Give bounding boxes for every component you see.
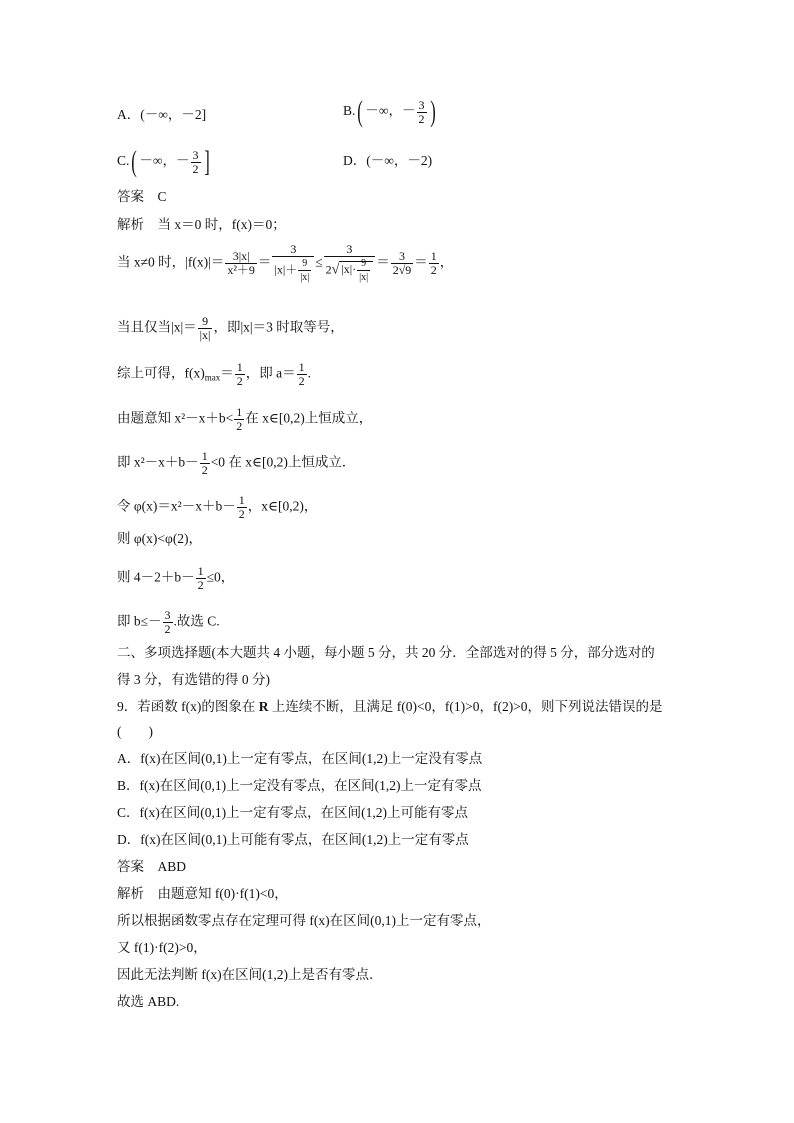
solution-8-line-10: 即 b≤－ $\frac{3}{2}$ .故选 C. xyxy=(117,608,220,636)
solution-8-line-6: 即 x²－x＋b－ $\frac{1}{2}$ <0 在 x∈[0,2)上恒成立． xyxy=(117,449,356,477)
option-8b: B.( －∞，－ $\frac{3}{2}$ ) xyxy=(343,95,436,128)
option-8a: A．(－∞，－2] xyxy=(117,107,207,122)
option-9a: A．f(x)在区间(0,1)上一定有零点，在区间(1,2)上一定没有零点 xyxy=(117,751,483,766)
solution-8-line-7: 令 φ(x)＝x²－x＋b－ $\frac{1}{2}$ ，x∈[0,2)， xyxy=(117,493,318,521)
question-9-paren: ( ) xyxy=(117,724,153,739)
option-8d: D．(－∞，－2) xyxy=(343,153,433,168)
solution-8-line-9: 则 4－2＋b－ $\frac{1}{2}$ ≤0， xyxy=(117,564,235,592)
solution-8-line-1: 解析 当 x＝0 时，f(x)＝0； xyxy=(117,217,286,232)
option-9c: C．f(x)在区间(0,1)上一定有零点，在区间(1,2)上可能有零点 xyxy=(117,805,468,820)
section-2-heading-line-1: 二、多项选择题(本大题共 4 小题，每小题 5 分，共 20 分．全部选对的得 5 分，部分选对的 xyxy=(117,645,655,660)
section-2-heading-line-2: 得 3 分，有选错的得 0 分) xyxy=(117,672,270,687)
solution-9-line-5: 故选 ABD. xyxy=(117,994,180,1009)
solution-8-line-8: 则 φ(x)<φ(2)， xyxy=(117,531,203,546)
solution-9-line-2: 所以根据函数零点存在定理可得 f(x)在区间(0,1)上一定有零点， xyxy=(117,913,491,928)
solution-8-line-5: 由题意知 x²－x＋b< $\frac{1}{2}$ 在 x∈[0,2)上恒成立， xyxy=(117,405,373,433)
answer-8: 答案 C xyxy=(117,189,167,204)
option-8c: C.( －∞，－ $\frac{3}{2}$ ] xyxy=(117,145,210,178)
question-9-stem: 9．若函数 f(x)的图象在 R 上连续不断，且满足 f(0)<0，f(1)>0，f(2)>0，则下列说法错误的是 xyxy=(117,699,663,714)
solution-9-line-4: 因此无法判断 f(x)在区间(1,2)上是否有零点． xyxy=(117,967,383,982)
solution-9-line-1: 解析 由题意知 f(0)·f(1)<0， xyxy=(117,886,288,901)
solution-8-line-4: 综上可得，$f(x)_{max}=$ $\frac{1}{2}$ ，即 a＝ $\frac{1}{2}$ . xyxy=(117,360,311,388)
option-9d: D．f(x)在区间(0,1)上可能有零点，在区间(1,2)上一定有零点 xyxy=(117,832,469,847)
solution-8-line-3: 当且仅当|x|＝ $\frac{9}{|x|}$ ，即|x|＝3 时取等号， xyxy=(117,314,344,342)
solution-8-line-2: 当 x≠0 时，|f(x)|＝ $\frac{3|x|}{\text{x²＋9}}$ ＝ 3 |x|＋ $\frac{9}{|x|}$ ≤ 3 2√ |x|· $\frac{9}{|x|}$ ＝ $\frac{3}{2√9}$ ＝ $\frac{1}{2}$ ， xyxy=(117,242,454,283)
option-9b: B．f(x)在区间(0,1)上一定没有零点，在区间(1,2)上一定有零点 xyxy=(117,778,482,793)
solution-9-line-3: 又 f(1)·f(2)>0， xyxy=(117,940,207,955)
answer-9: 答案 ABD xyxy=(117,859,187,874)
